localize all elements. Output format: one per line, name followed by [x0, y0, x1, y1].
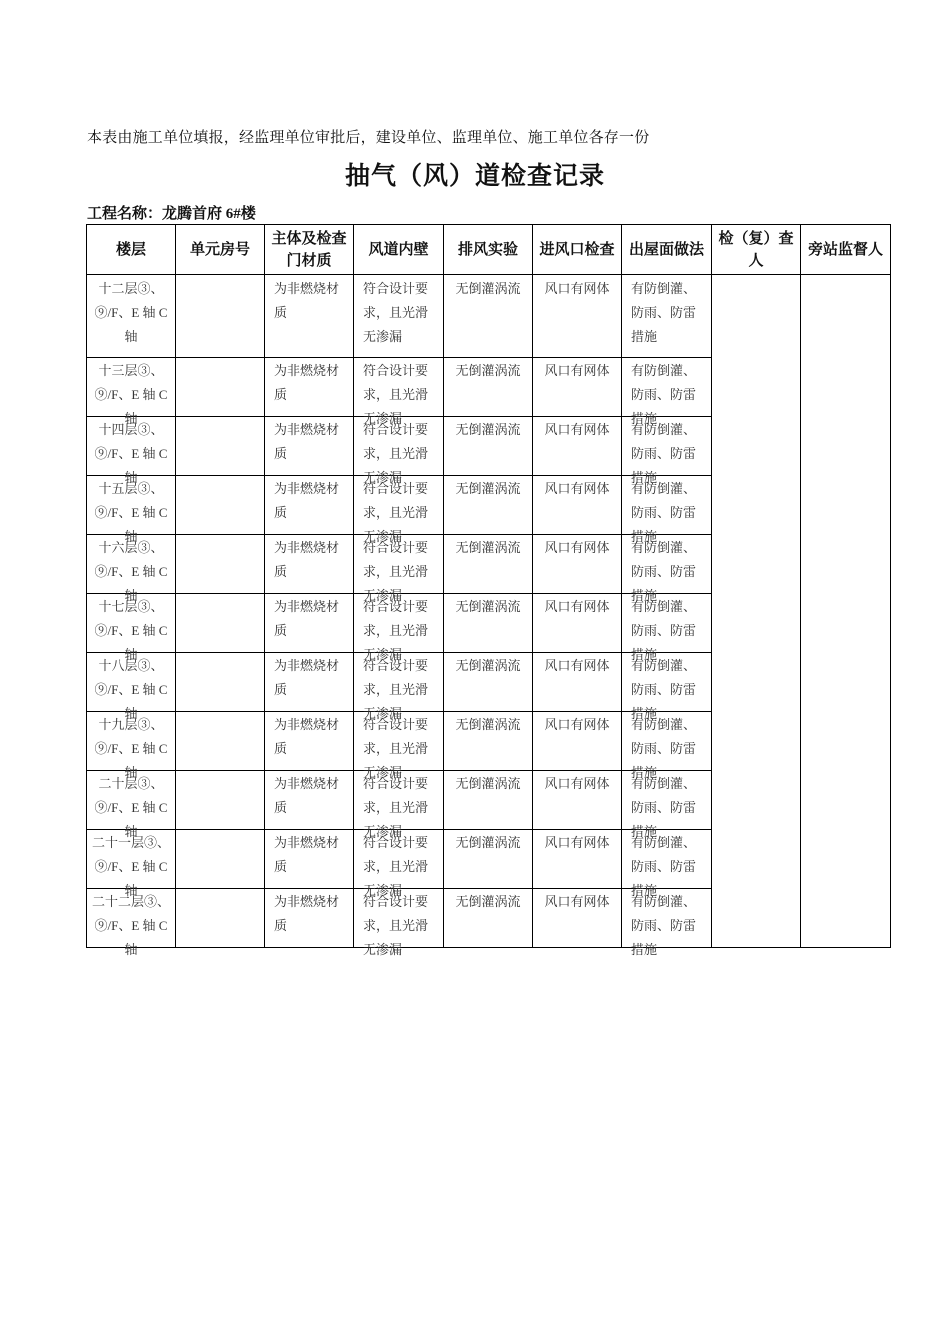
- cell-material: [265, 535, 354, 594]
- cell-floor: [87, 275, 176, 358]
- cell-unit-text: [176, 654, 264, 710]
- cell-roof-text: 有防倒灌、防雨、防雷措施: [631, 776, 697, 839]
- cell-floor: [87, 358, 176, 426]
- cell-unit-text: [176, 890, 264, 946]
- cell-wall-text: 符合设计要求，且光滑无渗漏: [363, 599, 429, 662]
- cell-wall-text: 符合设计要求，且光滑无渗漏: [363, 540, 429, 603]
- cell-floor-text: 十二层③、⑨/F、E 轴 C 轴: [94, 281, 168, 344]
- cell-roof: [622, 358, 712, 426]
- cell-exhaust: [444, 535, 533, 594]
- cell-material-text: 为非燃烧材质: [274, 717, 340, 756]
- cell-inlet: [533, 476, 622, 535]
- cell-material-text: 为非燃烧材质: [274, 894, 340, 933]
- cell-floor-text: 十五层③、⑨/F、E 轴 C 轴: [94, 481, 168, 544]
- cell-material-text: 为非燃烧材质: [274, 658, 340, 697]
- cell-unit-text: [176, 772, 264, 828]
- cell-material-text: 为非燃烧材质: [274, 599, 340, 638]
- header-floor: 楼层: [87, 225, 176, 275]
- cell-roof: [622, 535, 712, 603]
- header-unit: 单元房号: [176, 225, 265, 275]
- cell-exhaust-text: 无倒灌涡流: [455, 599, 521, 614]
- header-wall: 风道内壁: [354, 225, 444, 275]
- cell-material-text: 为非燃烧材质: [274, 281, 340, 320]
- cell-roof: [622, 476, 712, 544]
- cell-material: [265, 889, 354, 948]
- table-row: [87, 275, 891, 358]
- cell-floor: [87, 771, 176, 839]
- cell-unit: [176, 358, 265, 417]
- cell-inlet: [533, 889, 622, 948]
- cell-unit: [176, 535, 265, 594]
- cell-material: [265, 275, 354, 358]
- cell-unit: [176, 889, 265, 948]
- cell-supervisor: [801, 275, 891, 948]
- header-inlet: 进风口检查: [533, 225, 622, 275]
- cell-roof: [622, 653, 712, 721]
- cell-roof: [622, 712, 712, 780]
- filing-note: 本表由施工单位填报，经监理单位审批后，建设单位、监理单位、施工单位各存一份: [87, 130, 650, 146]
- cell-floor: [87, 535, 176, 603]
- cell-material-text: 为非燃烧材质: [274, 363, 340, 402]
- cell-wall: [354, 653, 444, 721]
- cell-wall: [354, 712, 444, 780]
- cell-floor: [87, 417, 176, 485]
- cell-inlet: [533, 712, 622, 771]
- cell-exhaust: [444, 771, 533, 830]
- cell-roof-text: 有防倒灌、防雨、防雷措施: [631, 894, 697, 957]
- cell-exhaust: [444, 358, 533, 417]
- header-row: [87, 225, 891, 275]
- cell-material: [265, 358, 354, 417]
- cell-unit-text: [176, 359, 264, 415]
- header-roof: 出屋面做法: [622, 225, 712, 275]
- cell-inlet: [533, 594, 622, 653]
- table-body: [87, 275, 891, 957]
- header-supervisor: 旁站监督人: [801, 225, 891, 275]
- cell-exhaust: [444, 889, 533, 948]
- cell-exhaust-text: 无倒灌涡流: [455, 281, 521, 296]
- cell-floor: [87, 653, 176, 721]
- cell-inlet: [533, 830, 622, 889]
- cell-wall-text: 符合设计要求，且光滑无渗漏: [363, 281, 429, 344]
- cell-roof: [622, 889, 712, 957]
- cell-exhaust-text: 无倒灌涡流: [455, 481, 521, 496]
- cell-wall-text: 符合设计要求，且光滑无渗漏: [363, 363, 429, 426]
- cell-inlet-text: 风口有网体: [544, 363, 610, 378]
- cell-wall: [354, 417, 444, 485]
- cell-unit-text: [176, 477, 264, 533]
- cell-roof-text: 有防倒灌、防雨、防雷措施: [631, 658, 697, 721]
- cell-material-text: 为非燃烧材质: [274, 481, 340, 520]
- cell-floor-text: 二十层③、⑨/F、E 轴 C 轴: [94, 776, 168, 839]
- cell-wall: [354, 358, 444, 426]
- header-material: 主体及检查门材质: [265, 225, 354, 275]
- cell-wall-text: 符合设计要求，且光滑无渗漏: [363, 835, 429, 898]
- cell-roof-text: 有防倒灌、防雨、防雷措施: [631, 363, 697, 426]
- cell-material: [265, 712, 354, 771]
- cell-unit-text: [176, 831, 264, 887]
- cell-floor: [87, 830, 176, 898]
- cell-floor-text: 十九层③、⑨/F、E 轴 C 轴: [94, 717, 168, 780]
- cell-wall: [354, 830, 444, 898]
- cell-inspector: [712, 275, 801, 948]
- header-inspector: 检（复）查人: [712, 225, 801, 275]
- cell-inlet: [533, 771, 622, 830]
- cell-unit: [176, 594, 265, 653]
- cell-exhaust-text: 无倒灌涡流: [455, 422, 521, 437]
- cell-unit: [176, 417, 265, 476]
- cell-unit-text: [176, 418, 264, 474]
- cell-inlet-text: 风口有网体: [544, 481, 610, 496]
- cell-unit: [176, 712, 265, 771]
- cell-inlet: [533, 653, 622, 712]
- cell-floor-text: 十三层③、⑨/F、E 轴 C 轴: [94, 363, 168, 426]
- cell-material-text: 为非燃烧材质: [274, 776, 340, 815]
- cell-exhaust-text: 无倒灌涡流: [455, 363, 521, 378]
- cell-roof: [622, 594, 712, 662]
- cell-unit: [176, 476, 265, 535]
- cell-exhaust-text: 无倒灌涡流: [455, 540, 521, 555]
- cell-roof-text: 有防倒灌、防雨、防雷措施: [631, 717, 697, 780]
- cell-exhaust: [444, 830, 533, 889]
- cell-inlet: [533, 275, 622, 358]
- cell-wall-text: 符合设计要求，且光滑无渗漏: [363, 776, 429, 839]
- cell-roof-text: 有防倒灌、防雨、防雷措施: [631, 599, 697, 662]
- cell-material: [265, 594, 354, 653]
- cell-wall: [354, 476, 444, 544]
- cell-floor-text: 二十二层③、⑨/F、E 轴 C 轴: [91, 894, 170, 957]
- cell-inlet-text: 风口有网体: [544, 894, 610, 909]
- cell-roof: [622, 830, 712, 898]
- cell-roof-text: 有防倒灌、防雨、防雷措施: [631, 540, 697, 603]
- cell-material-text: 为非燃烧材质: [274, 835, 340, 874]
- cell-exhaust-text: 无倒灌涡流: [455, 835, 521, 850]
- cell-exhaust: [444, 476, 533, 535]
- cell-wall: [354, 889, 444, 957]
- cell-exhaust: [444, 653, 533, 712]
- cell-floor: [87, 712, 176, 780]
- cell-roof-text: 有防倒灌、防雨、防雷措施: [631, 481, 697, 544]
- cell-inlet-text: 风口有网体: [544, 835, 610, 850]
- cell-exhaust-text: 无倒灌涡流: [455, 894, 521, 909]
- cell-exhaust-text: 无倒灌涡流: [455, 658, 521, 673]
- cell-roof-text: 有防倒灌、防雨、防雷措施: [631, 281, 697, 344]
- cell-wall: [354, 275, 444, 358]
- cell-inlet: [533, 358, 622, 417]
- cell-roof: [622, 771, 712, 839]
- cell-unit: [176, 653, 265, 712]
- cell-inlet-text: 风口有网体: [544, 776, 610, 791]
- cell-wall: [354, 535, 444, 603]
- cell-material: [265, 771, 354, 830]
- cell-exhaust: [444, 275, 533, 358]
- cell-floor-text: 十七层③、⑨/F、E 轴 C 轴: [94, 599, 168, 662]
- cell-material-text: 为非燃烧材质: [274, 540, 340, 579]
- cell-unit: [176, 275, 265, 358]
- cell-wall-text: 符合设计要求，且光滑无渗漏: [363, 481, 429, 544]
- cell-unit-text: [176, 595, 264, 651]
- cell-floor-text: 十八层③、⑨/F、E 轴 C 轴: [94, 658, 168, 721]
- cell-exhaust: [444, 712, 533, 771]
- cell-wall-text: 符合设计要求，且光滑无渗漏: [363, 422, 429, 485]
- header-exhaust: 排风实验: [444, 225, 533, 275]
- cell-inlet-text: 风口有网体: [544, 281, 610, 296]
- inspection-table: [86, 224, 891, 957]
- cell-material-text: 为非燃烧材质: [274, 422, 340, 461]
- cell-wall: [354, 594, 444, 662]
- cell-exhaust-text: 无倒灌涡流: [455, 776, 521, 791]
- cell-inlet-text: 风口有网体: [544, 422, 610, 437]
- cell-unit-text: [176, 713, 264, 769]
- cell-roof-text: 有防倒灌、防雨、防雷措施: [631, 835, 697, 898]
- cell-inlet: [533, 417, 622, 476]
- cell-floor-text: 十四层③、⑨/F、E 轴 C 轴: [94, 422, 168, 485]
- cell-inlet-text: 风口有网体: [544, 717, 610, 732]
- cell-unit-text: [176, 277, 264, 355]
- cell-unit: [176, 830, 265, 889]
- page-title: 抽气（风）道检查记录: [344, 163, 605, 190]
- cell-wall-text: 符合设计要求，且光滑无渗漏: [363, 658, 429, 721]
- cell-floor-text: 二十一层③、⑨/F、E 轴 C 轴: [91, 835, 170, 898]
- cell-inlet-text: 风口有网体: [544, 658, 610, 673]
- cell-material: [265, 417, 354, 476]
- cell-exhaust-text: 无倒灌涡流: [455, 717, 521, 732]
- cell-wall-text: 符合设计要求，且光滑无渗漏: [363, 894, 429, 957]
- cell-inlet: [533, 535, 622, 594]
- cell-wall: [354, 771, 444, 839]
- project-name: 工程名称：龙腾首府 6#楼: [87, 206, 256, 222]
- cell-roof-text: 有防倒灌、防雨、防雷措施: [631, 422, 697, 485]
- cell-roof: [622, 417, 712, 485]
- cell-material: [265, 476, 354, 535]
- cell-roof: [622, 275, 712, 358]
- cell-inlet-text: 风口有网体: [544, 599, 610, 614]
- cell-unit: [176, 771, 265, 830]
- cell-material: [265, 653, 354, 712]
- cell-floor-text: 十六层③、⑨/F、E 轴 C 轴: [94, 540, 168, 603]
- cell-wall-text: 符合设计要求，且光滑无渗漏: [363, 717, 429, 780]
- cell-exhaust: [444, 417, 533, 476]
- cell-inlet-text: 风口有网体: [544, 540, 610, 555]
- cell-unit-text: [176, 536, 264, 592]
- cell-floor: [87, 889, 176, 957]
- cell-exhaust: [444, 594, 533, 653]
- cell-material: [265, 830, 354, 889]
- cell-floor: [87, 594, 176, 662]
- cell-floor: [87, 476, 176, 544]
